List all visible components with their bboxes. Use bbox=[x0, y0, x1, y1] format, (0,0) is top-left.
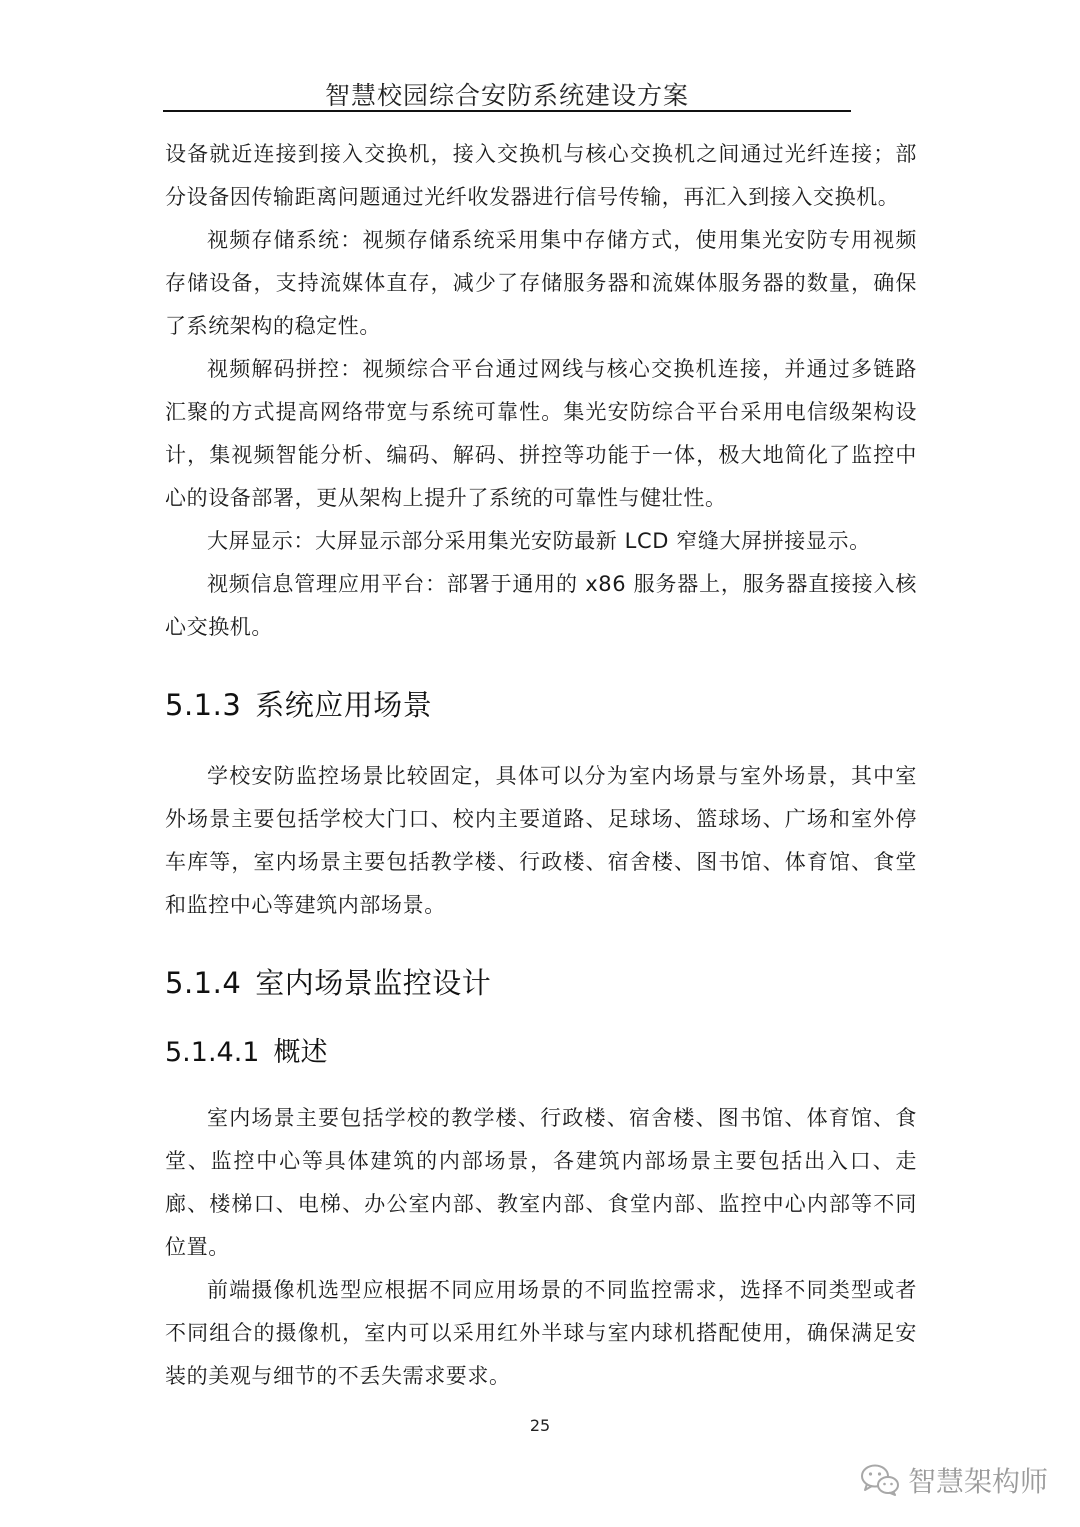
section-title: 室内场景监控设计 bbox=[255, 966, 492, 1000]
header-divider bbox=[163, 110, 851, 112]
page-content bbox=[165, 133, 917, 1398]
body-paragraph-3: 视频解码拼控：视频综合平台通过网线与核心交换机连接，并通过多链路汇聚的方式提高网络带宽与系统可靠性。集光安防综合平台采用电信级架构设计，集视频智能分析、编码、解码、拼控等功能于一体，极大地简化了监控中心的设备部署，更从架构上提升了系统的可靠性与健壮性。 bbox=[165, 357, 917, 510]
section-5-1-4-1-paragraph-2: 前端摄像机选型应根据不同应用场景的不同监控需求，选择不同类型或者不同组合的摄像机，室内可以采用红外半球与室内球机搭配使用，确保满足安装的美观与细节的不丢失需求要求。 bbox=[165, 1278, 917, 1388]
section-heading-5-1-4-1 bbox=[165, 1033, 917, 1073]
body-paragraph-1: 设备就近连接到接入交换机，接入交换机与核心交换机之间通过光纤连接；部分设备因传输距离问题通过光纤收发器进行信号传输，再汇入到接入交换机。 bbox=[165, 142, 917, 209]
page-header-title: 智慧校园综合安防系统建设方案 bbox=[324, 81, 689, 110]
wechat-icon bbox=[860, 1463, 900, 1497]
subsection-title: 概述 bbox=[273, 1037, 328, 1068]
section-title: 系统应用场景 bbox=[255, 688, 433, 722]
section-number: 5.1.4 bbox=[165, 966, 242, 1000]
subsection-number: 5.1.4.1 bbox=[165, 1037, 260, 1068]
body-paragraph-5: 视频信息管理应用平台：部署于通用的 x86 服务器上，服务器直接接入核心交换机。 bbox=[165, 572, 917, 639]
section-heading-5-1-4 bbox=[165, 963, 917, 1003]
section-number: 5.1.3 bbox=[165, 688, 242, 722]
body-paragraph-4: 大屏显示：大屏显示部分采用集光安防最新 LCD 窄缝大屏拼接显示。 bbox=[207, 529, 871, 553]
section-5-1-3-paragraph: 学校安防监控场景比较固定，具体可以分为室内场景与室外场景，其中室外场景主要包括学校大门口、校内主要道路、足球场、篮球场、广场和室外停车库等，室内场景主要包括教学楼、行政楼、宿舍楼、图书馆、体育馆、食堂和监控中心等建筑内部场景。 bbox=[165, 764, 917, 917]
section-5-1-4-1-paragraph-1: 室内场景主要包括学校的教学楼、行政楼、宿舍楼、图书馆、体育馆、食堂、监控中心等具体建筑的内部场景，各建筑内部场景主要包括出入口、走廊、楼梯口、电梯、办公室内部、教室内部、食堂内部、监控中心内部等不同位置。 bbox=[165, 1106, 917, 1259]
watermark bbox=[860, 1460, 1048, 1500]
body-paragraph-2: 视频存储系统：视频存储系统采用集中存储方式，使用集光安防专用视频存储设备，支持流媒体直存，减少了存储服务器和流媒体服务器的数量，确保了系统架构的稳定性。 bbox=[165, 228, 917, 338]
section-heading-5-1-3 bbox=[165, 685, 917, 725]
page-number: 25 bbox=[529, 1416, 551, 1435]
watermark-text: 智慧架构师 bbox=[907, 1465, 1048, 1498]
